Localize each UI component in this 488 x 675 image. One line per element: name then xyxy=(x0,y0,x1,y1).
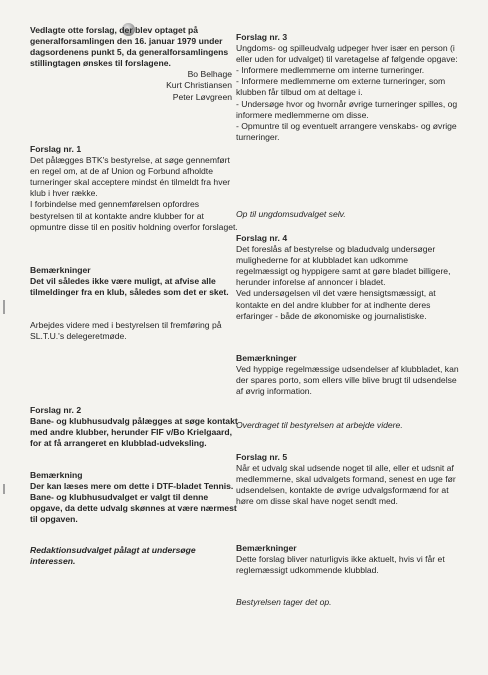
proposal-3-heading: Forslag nr. 3 xyxy=(236,32,288,42)
proposal-2 xyxy=(30,405,240,449)
proposal-5-remarks-heading: Bemærkninger xyxy=(236,543,297,553)
proposal-2-remarks-text-2: Bane- og klubhusudvalget er valgt til denne opgave, da dette udvalg skønnes at være nærmest til opgaven. xyxy=(30,492,237,525)
proposal-5-text: Når et udvalg skal udsende noget til alle, eller et udsnit af medlemmerne, skal udvalgets formand, senest en uge før udsendelsen, kontakte de øvrige udvalgsformænd for at høre om disse skal have noget sendt med. xyxy=(236,463,456,507)
proposal-2-remarks xyxy=(30,470,240,525)
proposal-3-item-3: - Undersøge hvor og hvornår øvrige turneringer spilles, og informere medlemmerne om disse. xyxy=(236,98,458,120)
proposal-2-heading: Forslag nr. 2 xyxy=(30,405,82,415)
proposal-1 xyxy=(30,144,240,233)
scan-edge-mark xyxy=(3,484,5,494)
signature-2: Kurt Christiansen xyxy=(166,80,232,91)
proposal-5-remarks xyxy=(236,543,460,576)
proposal-1-remarks-text: Det vil således ikke være muligt, at afvise alle tilmeldinger fra en klub, således som det er sket. xyxy=(30,276,229,298)
proposal-3-item-4: - Opmuntre til og eventuelt arrangere venskabs- og øvrige turneringer. xyxy=(236,120,457,142)
proposal-5-decision-text: Bestyrelsen tager det op. xyxy=(236,597,332,607)
proposal-4-decision-text: Overdraget til bestyrelsen at arbejde videre. xyxy=(236,420,403,430)
proposal-3-decision xyxy=(236,209,460,220)
proposal-1-remarks xyxy=(30,265,240,298)
proposal-3-decision-text: Op til ungdomsudvalget selv. xyxy=(236,209,346,219)
proposal-3 xyxy=(236,32,460,143)
proposal-4 xyxy=(236,233,460,322)
proposal-1-decision-text: Arbejdes videre med i bestyrelsen til fremføring på SL.T.U.'s delegeretmøde. xyxy=(30,320,222,342)
scan-edge-mark xyxy=(3,300,5,314)
proposal-4-remarks-text: Ved hyppige regelmæssige udsendelser af klubbladet, kan der spares porto, som ellers ville blive brugt til udsendelse af øvrig information. xyxy=(236,364,459,397)
proposal-2-decision xyxy=(30,545,240,567)
proposal-2-remarks-text: Der kan læses mere om dette i DTF-bladet Tennis. xyxy=(30,481,234,492)
proposal-5-remarks-text: Dette forslag bliver naturligvis ikke aktuelt, hvis vi får et reglemæssigt udkommende klubblad. xyxy=(236,554,445,576)
proposal-2-remarks-heading: Bemærkning xyxy=(30,470,83,480)
proposal-4-heading: Forslag nr. 4 xyxy=(236,233,288,243)
proposal-3-item-1: - Informere medlemmerne om interne turneringer. xyxy=(236,65,425,76)
proposal-4-text: Det foreslås af bestyrelse og bladudvalg undersøger mulighederne for at klubbladet kan udkomme regelmæssigt og hyppigere samt at gøre bladet billigere, herunder inforelse af annoncer i bladet. xyxy=(236,244,451,288)
proposal-5-heading: Forslag nr. 5 xyxy=(236,452,288,462)
proposal-1-text: Det pålægges BTK's bestyrelse, at søge gennemført en regel om, at de af Union og Forbund afholdte turneringer skal acceptere mindst én tilmeldt fra hver klub i hver række. xyxy=(30,155,231,199)
proposal-3-item-2: - Informere medlemmerne om externe turneringer, som klubben får tilbud om at deltage i. xyxy=(236,76,446,98)
proposal-2-text: Bane- og klubhusudvalg pålægges at søge kontakt med andre klubber, herunder FIF v/Bo Krielgaard, for at få arrangeret en klubblad-udveksling. xyxy=(30,416,238,449)
proposal-1-decision xyxy=(30,320,240,342)
proposal-3-text: Ungdoms- og spilleudvalg udpeger hver især en person (i eller uden for udvalget) til varetagelse af følgende opgave: xyxy=(236,43,458,65)
proposal-4-text-2: Ved undersøgelsen vil det være hensigtsmæssigt, at kontakte en del andre klubber for at indhente deres erfaringer - både de økonomiske og journalistiske. xyxy=(236,288,436,321)
proposal-4-decision xyxy=(236,420,460,431)
signature-1: Bo Belhage xyxy=(187,69,232,80)
proposal-5 xyxy=(236,452,460,507)
proposal-4-remarks xyxy=(236,353,460,397)
signature-3: Peter Løvgreen xyxy=(172,91,232,102)
proposal-2-decision-text: Redaktionsudvalget pålagt at undersøge interessen. xyxy=(30,545,196,567)
proposal-5-decision xyxy=(236,597,460,608)
proposal-4-remarks-heading: Bemærkninger xyxy=(236,353,297,363)
proposal-1-heading: Forslag nr. 1 xyxy=(30,144,82,154)
proposal-1-text-2: I forbindelse med gennemførelsen opfordres bestyrelsen til at kontakte andre klubber for at opmuntre disse til en positiv holdning overfor forslaget. xyxy=(30,199,238,232)
intro-text: Vedlagte otte forslag, der blev optaget på generalforsamlingen den 16. januar 1979 under dagsordenens punkt 5, da generalforsamlingens stillingtagen ønskes til forslagene. xyxy=(30,25,229,69)
proposal-1-remarks-heading: Bemærkninger xyxy=(30,265,91,275)
intro-block xyxy=(30,25,240,103)
